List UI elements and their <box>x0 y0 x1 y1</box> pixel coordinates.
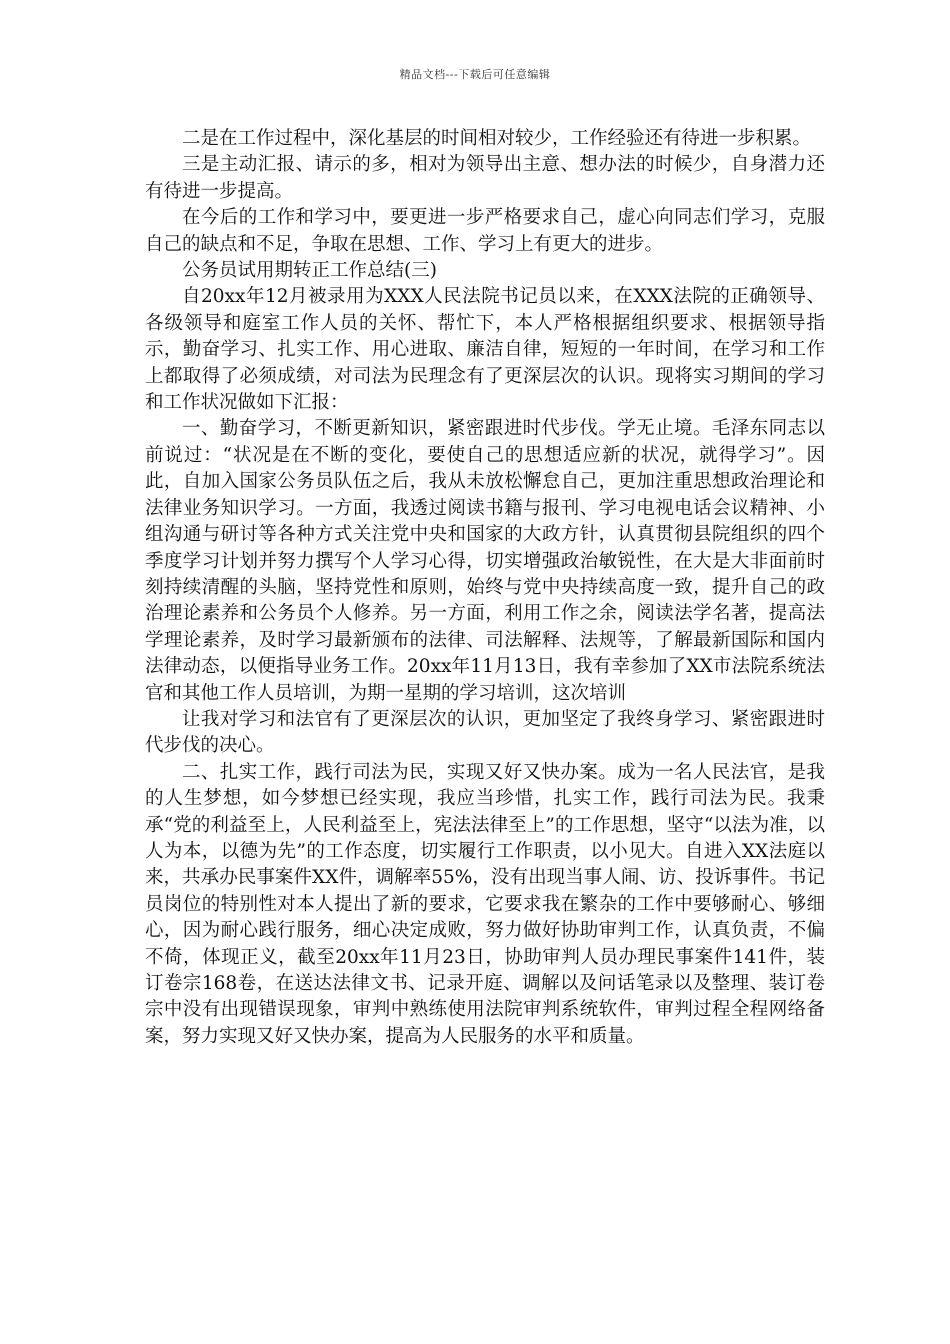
paragraph-future: 在今后的工作和学习中，要更进一步严格要求自己，虚心向同志们学习，克服自己的缺点和不足，争取在思想、工作、学习上有更大的进步。 <box>145 207 825 255</box>
paragraph-study: 一、勤奋学习，不断更新知识，紧密跟进时代步伐。学无止境。毛泽东同志以前说过：“状况是在不断的变化，要使自己的思想适应新的状况，就得学习”。因此，自加入国家公务员队伍之后，我从未放松懈怠自己，更加注重思想政治理论和法律业务知识学习。一方面，我透过阅读书籍与报刊、学习电视电话会议精神、小组沟通与研讨等各种方式关注党中央和国家的大政方针，认真贯彻县院组织的四个季度学习计划并努力撰写个人学习心得，切实增强政治敏锐性，在大是大非面前时刻持续清醒的头脑，坚持党性和原则，始终与党中央持续高度一致，提升自己的政治理论素养和公务员个人修养。另一方面，利用工作之余，阅读法学名著，提高法学理论素养，及时学习最新颁布的法律、司法解释、法规等，了解最新国际和国内法律动态，以便指导业务工作。20xx年11月13日，我有幸参加了XX市法院系统法官和其他工作人员培训，为期一星期的学习培训，这次培训 <box>145 418 825 704</box>
paragraph-work: 二、扎实工作，践行司法为民，实现又好又快办案。成为一名人民法官，是我的人生梦想，如今梦想已经实现，我应当珍惜，扎实工作，践行司法为民。我秉承“党的利益至上，人民利益至上，宪法法律至上”的工作思想，坚守“以法为准，以人为本，以德为先”的工作态度，切实履行工作职责，以小见大。自进入XX法庭以来，共承办民事案件XX件，调解率55%，没有出现当事人闹、访、投诉事件。书记员岗位的特别性对本人提出了新的要求，它要求我在繁杂的工作中要够耐心、够细心，因为耐心践行服务，细心决定成败，努力做好协助审判工作，认真负责，不偏不倚，体现正义，截至20xx年11月23日，协助审判人员办理民事案件141件，装订卷宗168卷，在送达法律文书、记录开庭、调解以及问话笔录以及整理、装订卷宗中没有出现错误现象，审判中熟练使用法院审判系统软件，审判过程全程网络备案，努力实现又好又快办案，提高为人民服务的水平和质量。 <box>145 761 825 1047</box>
paragraph-study-continued: 让我对学习和法官有了更深层次的认识，更加坚定了我终身学习、紧密跟进时代步伐的决心。 <box>145 708 825 757</box>
paragraph-potential: 三是主动汇报、请示的多，相对为领导出主意、想办法的时候少，自身潜力还有待进一步提高。 <box>145 154 825 202</box>
document-body <box>145 126 825 1050</box>
paragraph-intro: 自20xx年12月被录用为XXX人民法院书记员以来，在XXX法院的正确领导、各级领导和庭室工作人员的关怀、帮忙下，本人严格根据组织要求、根据领导指示，勤奋学习、扎实工作、用心进取、廉洁自律，短短的一年时间，在学习和工作上都取得了必须成绩，对司法为民理念有了更深层次的认识。现将实习期间的学习和工作状况做如下汇报： <box>145 286 825 414</box>
section-title: 公务员试用期转正工作总结(三) <box>182 260 437 282</box>
paragraph-experience: 二是在工作过程中，深化基层的时间相对较少，工作经验还有待进一步积累。 <box>182 128 812 149</box>
page-header: 精品文档---下载后可任意编辑 <box>399 68 551 81</box>
